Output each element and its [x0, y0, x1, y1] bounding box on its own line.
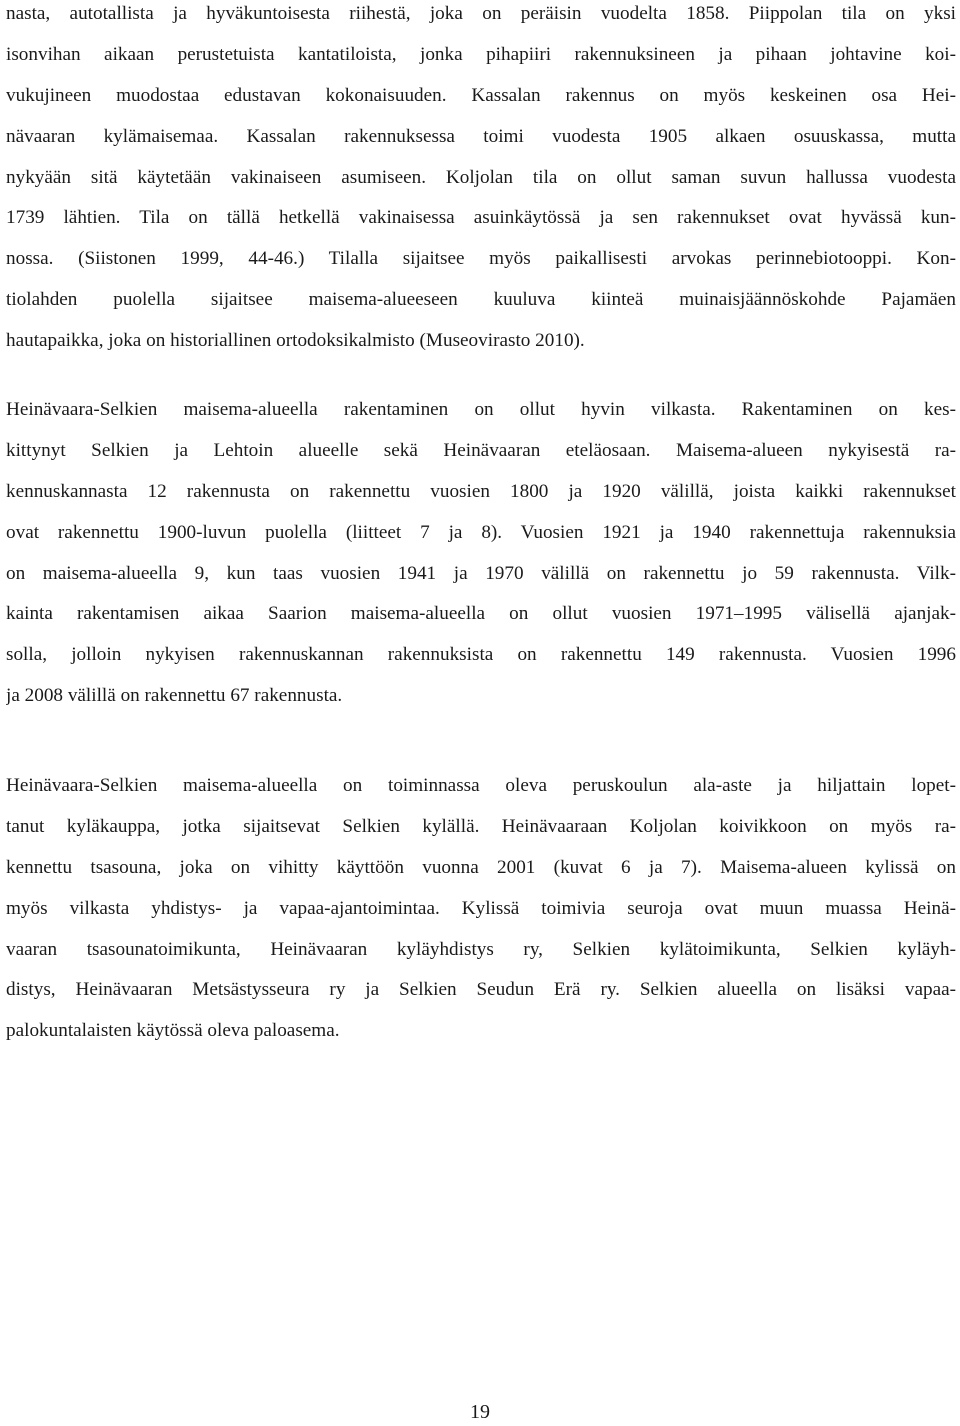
text-line: isonvihan aikaan perustetuista kantatiloista, jonka pihapiiri rakennuksineen ja pihaan johtavine koi-	[6, 43, 956, 65]
text-line: tiolahden puolella sijaitsee maisema-alueeseen kuuluva kiinteä muinaisjäännöskohde Pajamäen	[6, 289, 956, 311]
paragraph-3	[6, 766, 956, 1052]
text-line: ovat rakennettu 1900-luvun puolella (liitteet 7 ja 8). Vuosien 1921 ja 1940 rakennettuja rakennuksia	[6, 521, 956, 543]
text-line: myös vilkasta yhdistys- ja vapaa-ajantoimintaa. Kylissä toimivia seuroja ovat muun muassa Heinä-	[6, 897, 956, 919]
text-line: kennettu tsasouna, joka on vihitty käyttöön vuonna 2001 (kuvat 6 ja 7). Maisema-alueen kylissä on	[6, 856, 956, 878]
paragraph-2	[6, 390, 956, 717]
text-line: kittynyt Selkien ja Lehtoin alueelle sekä Heinävaaran eteläosaan. Maisema-alueen nykyisestä ra-	[6, 439, 956, 461]
text-line: on maisema-alueella 9, kun taas vuosien 1941 ja 1970 välillä on rakennettu jo 59 rakennusta. Vilk-	[6, 562, 956, 584]
text-line: tanut kyläkauppa, jotka sijaitsevat Selkien kylällä. Heinävaaraan Koljolan koivikkoon on myös ra-	[6, 815, 956, 837]
text-line: ja 2008 välillä on rakennettu 67 rakennusta.	[6, 685, 343, 707]
text-line: kainta rakentamisen aikaa Saarion maisema-alueella on ollut vuosien 1971–1995 välisellä ajanjak-	[6, 603, 956, 625]
text-line: distys, Heinävaaran Metsästysseura ry ja Selkien Seudun Erä ry. Selkien alueella on lisäksi vapaa-	[6, 979, 956, 1001]
text-line: vukujineen muodostaa edustavan kokonaisuuden. Kassalan rakennus on myös keskeinen osa Hei-	[6, 84, 956, 106]
text-line: nävaaran kylämaisemaa. Kassalan rakennuksessa toimi vuodesta 1905 alkaen osuuskassa, mutta	[6, 125, 956, 147]
text-line: nasta, autotallista ja hyväkuntoisesta riihestä, joka on peräisin vuodelta 1858. Piippolan tila on yksi	[6, 3, 956, 24]
text-line: solla, jolloin nykyisen rakennuskannan rakennuksista on rakennettu 149 rakennusta. Vuosien 1996	[6, 644, 956, 666]
text-line: hautapaikka, joka on historiallinen ortodoksikalmisto (Museovirasto 2010).	[6, 330, 585, 352]
text-line: nossa. (Siistonen 1999, 44-46.) Tilalla sijaitsee myös paikallisesti arvokas perinnebiotooppi. Kon-	[6, 248, 956, 270]
text-line: Heinävaara-Selkien maisema-alueella rakentaminen on ollut hyvin vilkasta. Rakentaminen on kes-	[6, 399, 956, 420]
text-line: Heinävaara-Selkien maisema-alueella on toiminnassa oleva peruskoulun ala-aste ja hiljattain lopet-	[6, 775, 956, 796]
text-line: kennuskannasta 12 rakennusta on rakennettu vuosien 1800 ja 1920 välillä, joista kaikki rakennukset	[6, 480, 956, 502]
paragraph-1	[6, 0, 956, 362]
text-line: vaaran tsasounatoimikunta, Heinävaaran kyläyhdistys ry, Selkien kylätoimikunta, Selkien kyläyh-	[6, 938, 956, 960]
text-line: palokuntalaisten käytössä oleva paloasema.	[6, 1020, 340, 1042]
text-line: nykyään sitä käytetään vakinaiseen asumiseen. Koljolan tila on ollut saman suvun hallussa vuodesta	[6, 166, 956, 188]
text-line: 1739 lähtien. Tila on tällä hetkellä vakinaisessa asuinkäytössä ja sen rakennukset ovat hyvässä kun-	[6, 207, 956, 229]
page-number: 19	[470, 1401, 490, 1423]
